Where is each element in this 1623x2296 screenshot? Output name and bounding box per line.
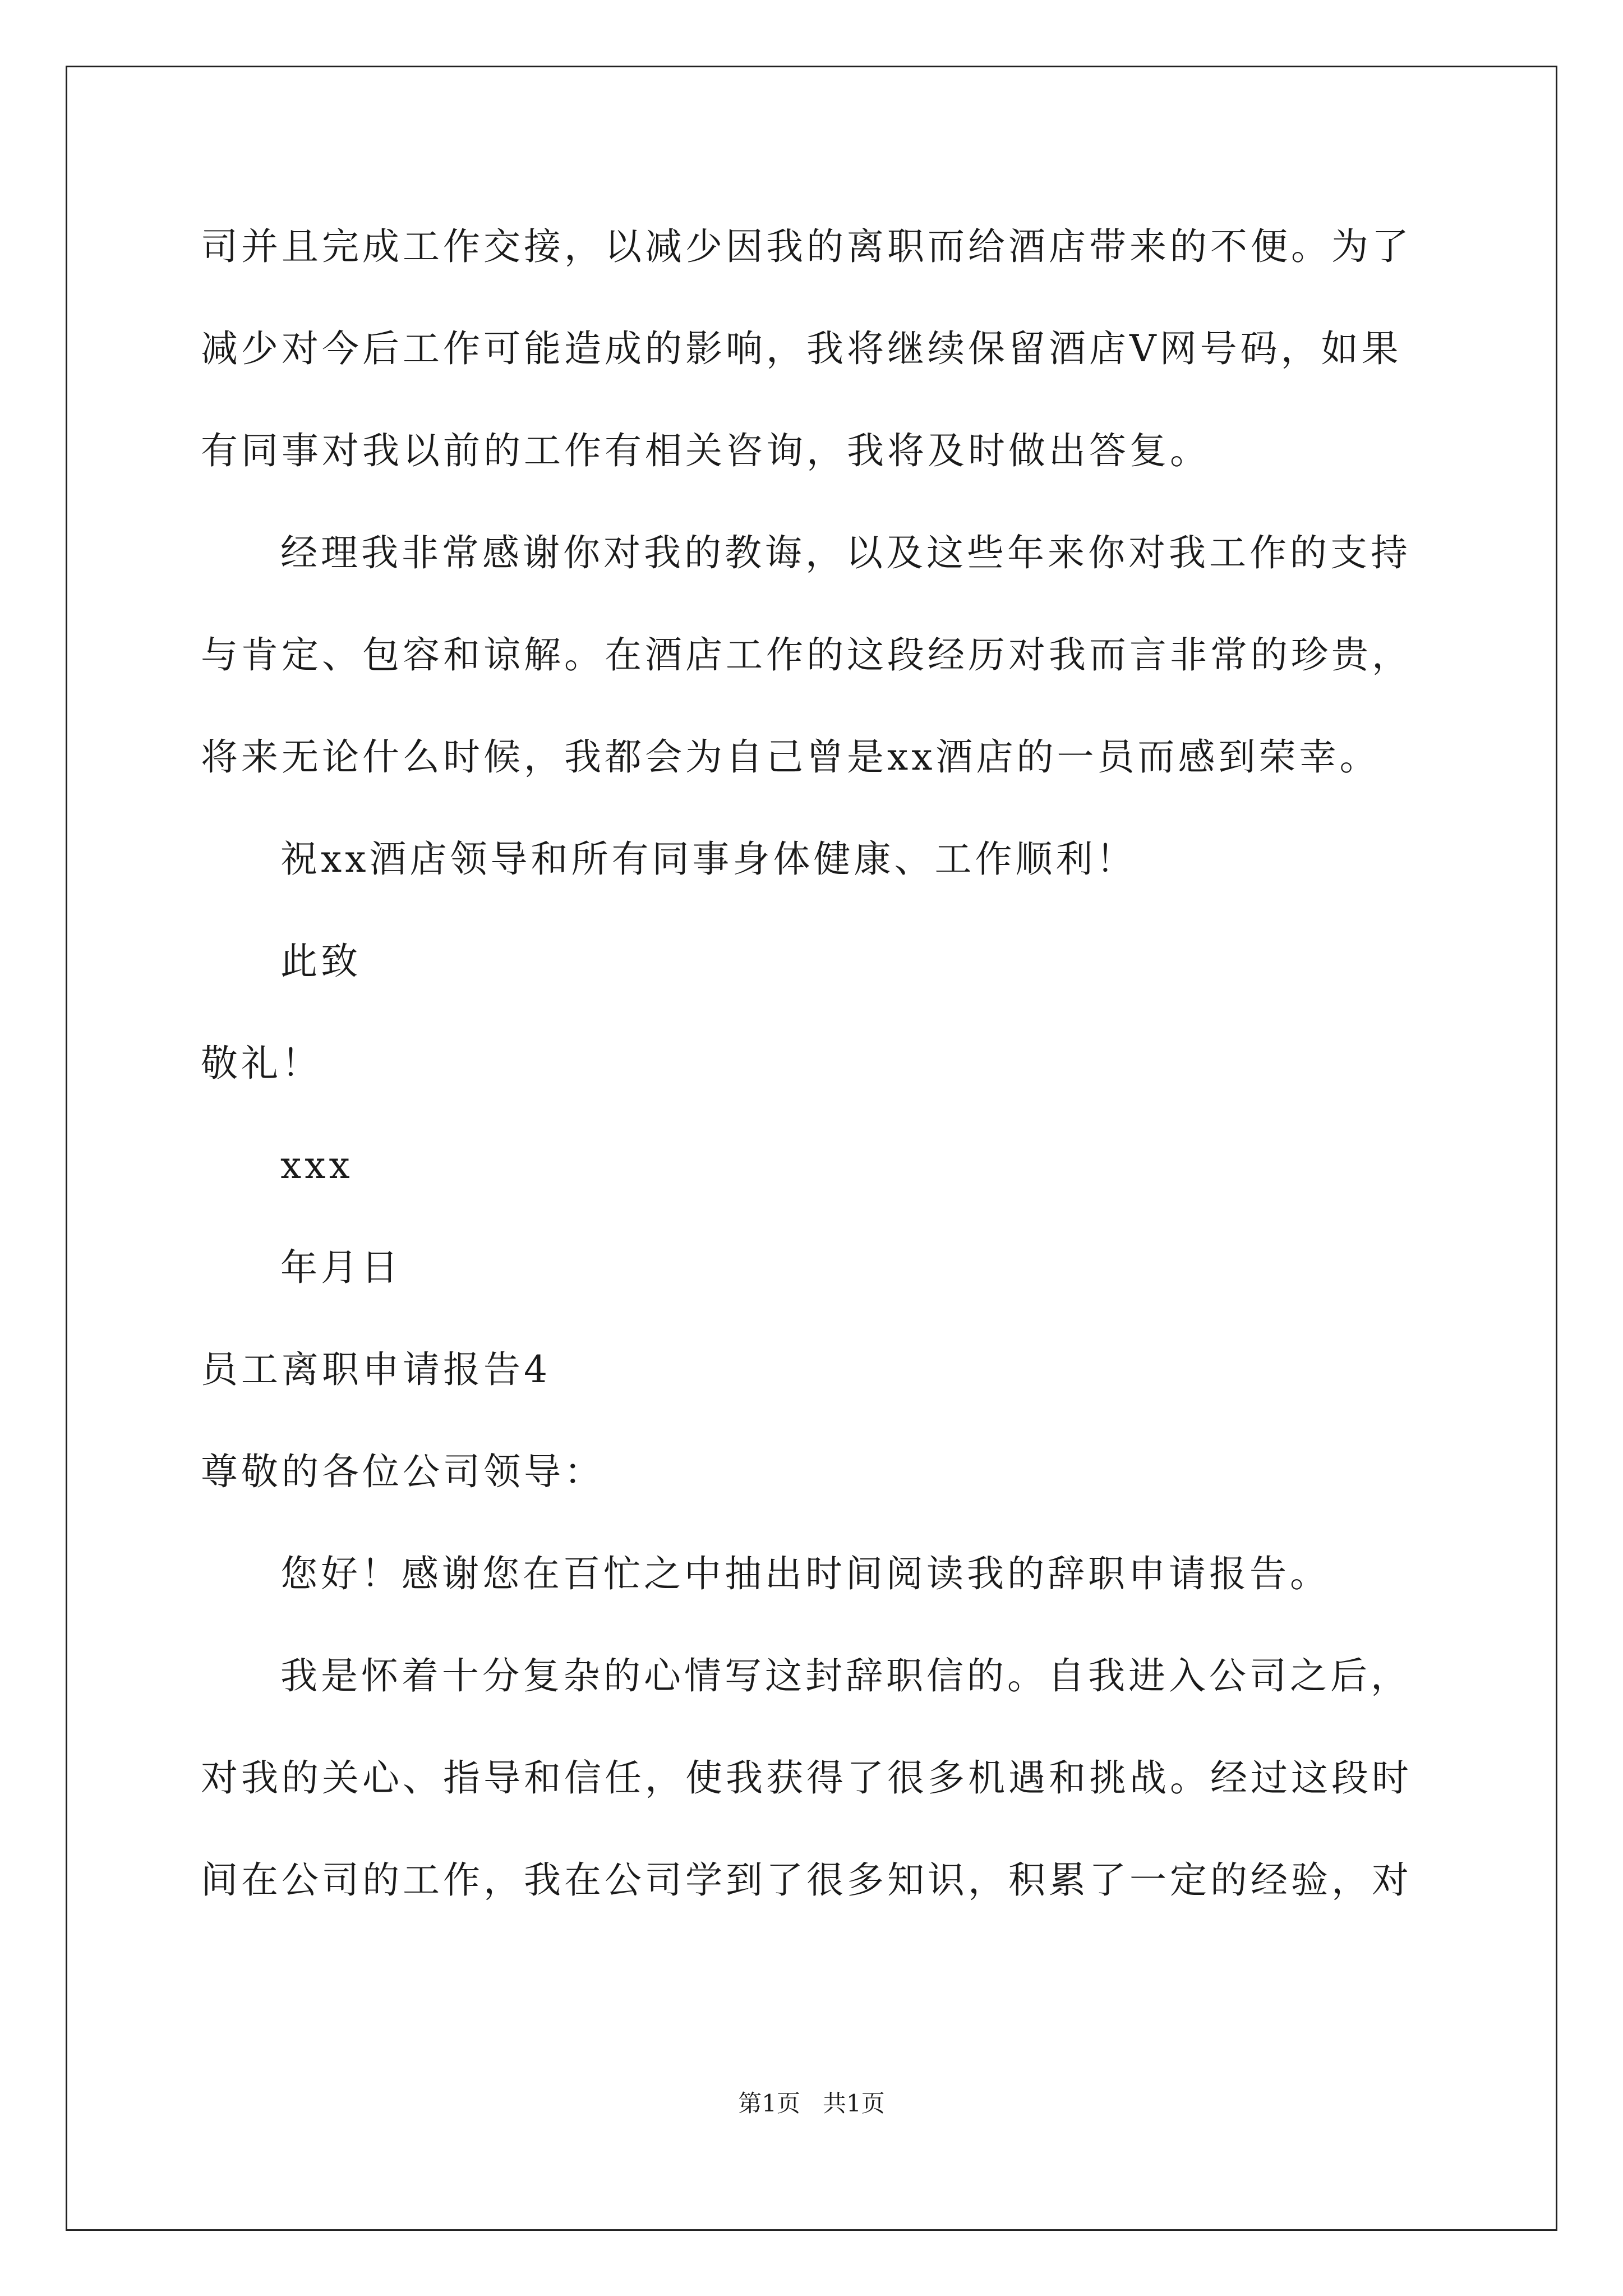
- body-line-5: 与肯定、包容和谅解。在酒店工作的这段经历对我而言非常的珍贵，: [201, 633, 1412, 677]
- signature-date: 年月日: [280, 1246, 402, 1289]
- page-number-footer: 第1页 共1页: [738, 2090, 885, 2117]
- closing-ci-zhi: 此致: [280, 940, 361, 983]
- body-line-4: 经理我非常感谢你对我的教诲，以及这些年来你对我工作的支持: [280, 531, 1411, 574]
- blessing-line: 祝xx酒店领导和所有同事身体健康、工作顺利！: [280, 838, 1137, 881]
- salutation: 尊敬的各位公司领导：: [201, 1450, 605, 1493]
- body-line-17: 间在公司的工作，我在公司学到了很多知识，积累了一定的经验，对: [201, 1858, 1412, 1902]
- signature-name: xxx: [280, 1144, 353, 1187]
- body-line-15: 我是怀着十分复杂的心情写这封辞职信的。自我进入公司之后，: [280, 1654, 1411, 1697]
- body-line-2: 减少对今后工作可能造成的影响，我将继续保留酒店V网号码，如果: [201, 327, 1402, 370]
- body-line-1: 司并且完成工作交接，以减少因我的离职而给酒店带来的不便。为了: [201, 225, 1412, 268]
- closing-jing-li: 敬礼！: [201, 1042, 322, 1085]
- body-line-3: 有同事对我以前的工作有相关咨询，我将及时做出答复。: [201, 429, 1210, 472]
- body-line-16: 对我的关心、指导和信任，使我获得了很多机遇和挑战。经过这段时: [201, 1756, 1412, 1800]
- section-title: 员工离职申请报告4: [201, 1348, 551, 1391]
- body-line-14: 您好！感谢您在百忙之中抽出时间阅读我的辞职申请报告。: [280, 1552, 1330, 1595]
- body-line-6: 将来无论什么时候，我都会为自己曾是xx酒店的一员而感到荣幸。: [201, 735, 1380, 779]
